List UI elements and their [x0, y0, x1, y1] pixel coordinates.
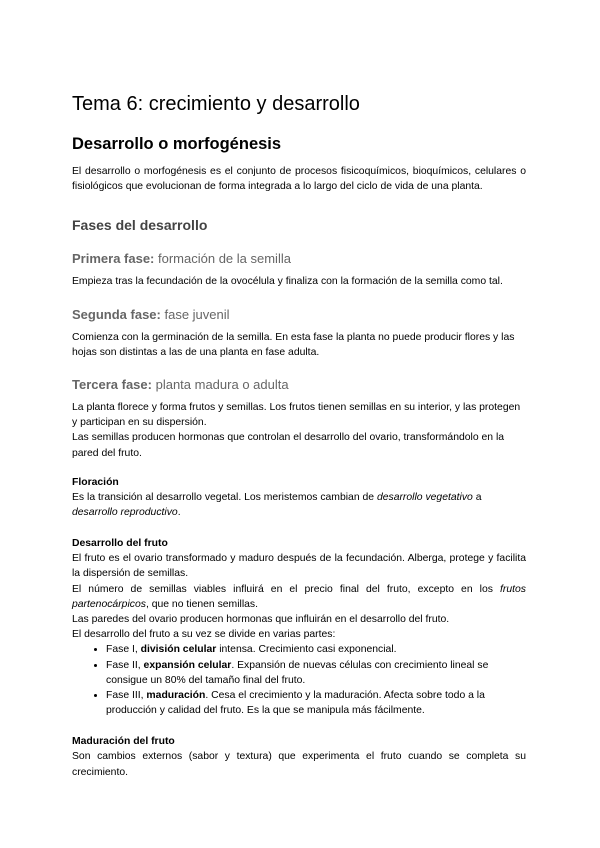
- document-page: [72, 90, 526, 780]
- floracion-text-a: Es la transición al desarrollo vegetal. Los meristemos cambian de: [72, 491, 377, 503]
- phase2-text: Comienza con la germinación de la semilla. En esta fase la planta no puede producir flores y las hojas son distintas a las de una planta en fase adulta.: [72, 331, 515, 358]
- list-item: [106, 658, 526, 688]
- fruto-phases-list: [72, 642, 526, 718]
- fruto-p3: Las paredes del ovario producen hormonas que influirán en el desarrollo del fruto.: [72, 614, 450, 626]
- item-pre: Fase II,: [106, 659, 144, 671]
- phase2-label: Segunda fase:: [72, 306, 161, 322]
- maduracion-heading: Maduración del fruto: [72, 736, 175, 748]
- phase3-heading: [72, 376, 526, 394]
- paragraph-desarrollo: El desarrollo o morfogénesis es el conjunto de procesos fisicoquímicos, bioquímicos, celulares o fisiológicos que evolucionan de forma integrada a lo largo del ciclo de vida de una planta.: [72, 166, 526, 193]
- phase3-text-1: La planta florece y forma frutos y semillas. Los frutos tienen semillas en su interior, y las protegen y participan en su dispersión.: [72, 402, 521, 429]
- list-item: [106, 642, 526, 657]
- section-heading-desarrollo: Desarrollo o morfogénesis: [72, 135, 282, 153]
- floracion-text-b: a: [472, 491, 482, 503]
- phase2-heading: [72, 306, 526, 324]
- fruto-p1: El fruto es el ovario transformado y maduro después de la fecundación. Alberga, protege y facilita la dispersión de semillas.: [72, 553, 526, 580]
- item-post: . Cesa el crecimiento y la maduración. Afecta sobre todo a la producción y calidad del fruto. Es la que se manipula más fácilmente.: [106, 690, 485, 717]
- document-title: Tema 6: crecimiento y desarrollo: [72, 93, 360, 115]
- phase1-text: Empieza tras la fecundación de la ovocélula y finaliza con la formación de la semilla como tal.: [72, 276, 503, 288]
- item-post: intensa. Crecimiento casi exponencial.: [216, 644, 397, 656]
- item-bold: expansión celular: [143, 659, 232, 671]
- phase2-title: fase juvenil: [160, 306, 230, 322]
- floracion-em-vegetativo: desarrollo vegetativo: [376, 491, 473, 503]
- floracion-text-c: .: [177, 507, 181, 519]
- fruto-p2-a: El número de semillas viables influirá en el precio final del fruto, excepto en los: [72, 583, 500, 595]
- maduracion-text: Son cambios externos (sabor y textura) que experimenta el fruto cuando se completa su crecimiento.: [72, 751, 526, 778]
- fruto-p4: El desarrollo del fruto a su vez se divide en varias partes:: [72, 629, 336, 641]
- phase1-label: Primera fase:: [72, 251, 155, 267]
- phase1-heading: [72, 250, 526, 268]
- fruto-p2-b: , que no tienen semillas.: [145, 598, 258, 610]
- floracion-text: [72, 490, 526, 520]
- item-bold: maduración: [146, 690, 206, 702]
- item-pre: Fase III,: [106, 690, 147, 702]
- item-bold: división celular: [140, 644, 217, 656]
- section-heading-fases: Fases del desarrollo: [72, 217, 208, 234]
- floracion-heading: Floración: [72, 476, 119, 488]
- item-post: . Expansión de nuevas células con crecimiento lineal se consigue un 80% del tamaño final del fruto.: [106, 659, 489, 686]
- floracion-em-reproductivo: desarrollo reproductivo: [72, 507, 178, 519]
- fruto-p2: [72, 582, 526, 612]
- list-item: [106, 688, 526, 718]
- phase3-text-2: Las semillas producen hormonas que controlan el desarrollo del ovario, transformándolo en la pared del fruto.: [72, 432, 505, 459]
- fruto-heading: Desarrollo del fruto: [72, 538, 168, 550]
- item-pre: Fase I,: [106, 644, 141, 656]
- phase3-label: Tercera fase:: [72, 377, 152, 393]
- phase1-title: formación de la semilla: [154, 251, 291, 267]
- fruto-p2-em: frutos partenocárpicos: [72, 583, 526, 610]
- phase3-title: planta madura o adulta: [151, 377, 289, 393]
